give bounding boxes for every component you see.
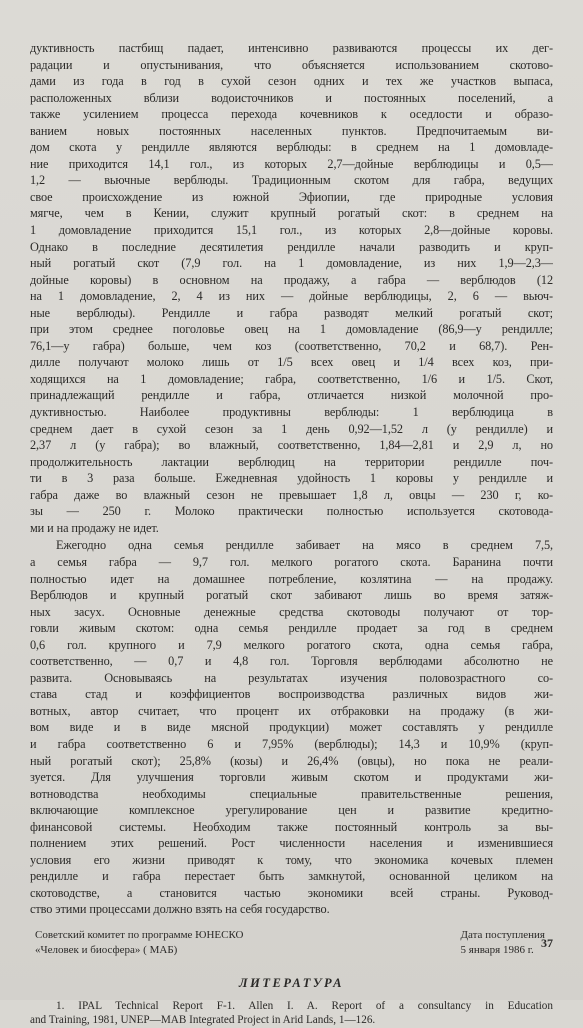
text-line: и габра соответственно 6 и 7,95% (верблюды); 14,3 и 10,9% (круп- [30, 736, 553, 751]
text-line: на 1 домовладение, 2, 4 из них — дойные верблюдицы, 2, 6 — вьюч- [30, 289, 553, 304]
text-line: полностью идет на домашнее потребление, козлятина — на продажу. [30, 571, 553, 586]
text-line: дилле получают молоко лишь от 1/5 всех овец и 1/4 всех коз, при- [30, 355, 553, 370]
text-line: условия его жизни приводят к тому, что экономика кочевых племен [30, 852, 553, 867]
text-line: рендилле и габра перестает быть замкнутой, основанной целиком на [30, 869, 553, 884]
text-line: при этом среднее поголовье овец на 1 домовладение (86,9—у рендилле; [30, 322, 553, 337]
text-line: Верблюдов и крупный рогатый скот забивают лишь во время затяж- [30, 588, 553, 603]
text-line: свое происхождение из южной Эфиопии, где природные условия [30, 189, 553, 204]
affiliation-line-2: «Человек и биосфера» ( МАБ) [35, 943, 178, 956]
text-line: полнением этих решений. Рост численности населения и изменившиеся [30, 836, 553, 851]
text-line: Однако в последние десятилетия рендилле начали разводить и круп- [30, 239, 553, 254]
text-line: ство этими процессами должно взять на себя государство. [30, 902, 330, 917]
text-line: дуктивность пастбищ падает, интенсивно развиваются процессы их дег- [30, 41, 553, 55]
text-line: мягче, чем в Кении, служит крупный рогатый скот: в среднем на [30, 206, 553, 221]
page-number: 37 [541, 936, 553, 950]
text-line: ный рогатый скот (7,9 гол. на 1 домовладение, из них 1,9—2,3— [30, 256, 553, 271]
text-line: финансовой системы. Необходим также постоянный контроль за вы- [30, 819, 553, 834]
article-signature [30, 928, 553, 962]
text-line: ми и на продажу не идет. [30, 520, 159, 535]
text-line: также усилением процесса перехода кочевников к оседлости и образо- [30, 107, 553, 122]
text-line: дойные коровы) в основном на продажу, а габра — верблюдов (12 [30, 272, 553, 287]
text-line: принадлежащий рендилле и габра, отличается низкой молочной про- [30, 388, 553, 403]
text-line: развита. Основываясь на результатах изучения половозрастного со- [30, 670, 553, 685]
text-line: скотоводстве, а становится частью экономики всей страны. Руковод- [30, 885, 553, 900]
text-line: соответственно, — 0,7 и 4,8 гол. Торговля верблюдами абсолютно не [30, 654, 553, 669]
text-line: говли живым скотом: одна семья рендилле продает за год в среднем [30, 621, 553, 636]
text-line: вом виде и в виде мясной продукции) может составлять у рендилле [30, 720, 553, 735]
text-line: ные верблюды). Рендилле и габра разводят мелкий рогатый скот; [30, 305, 553, 320]
text-line: 1 домовладение приходится 15,1 гол., из которых 2,8—дойные коровы. [30, 223, 553, 238]
text-line: зы — 250 г. Молоко практически полностью используется скотовода- [30, 504, 553, 519]
text-line: and Training, 1981, UNEP—MAB Integrated Project in Arid Lands, 1—126. [30, 1014, 376, 1027]
text-line: дуктивностью. Наиболее продуктивны верблюды: 1 верблюдица в [30, 405, 553, 420]
text-line: дом скота у рендилле являются верблюды: в среднем на 1 домовладе- [30, 140, 553, 155]
text-line: дами из года в год в сухой сезон одних и тех же участков выпаса, [30, 74, 553, 89]
text-line: ние приходится 14,1 гол., из которых 2,7—дойные верблюдицы и 0,5— [30, 156, 553, 171]
text-line: 76,1—у габра) больше, чем коз (соответственно, 70,2 и 68,7). Рен- [30, 338, 553, 353]
text-line: ходящихся на 1 домовладение; габра, соответственно, 1/6 и 1/5. Скот, [30, 371, 553, 386]
text-line: зуется. Для улучшения торговли живым скотом и продуктами жи- [30, 770, 553, 785]
text-line: 1,2 — вьючные верблюды. Традиционным скотом для габра, ведущих [30, 173, 553, 188]
body-paragraph-2 [30, 537, 553, 918]
text-line: ных засух. Основные денежные средства скотоводы получают от тор- [30, 604, 553, 619]
text-line: вотных, автор считает, что процент их отбраковки на продажу (в жи- [30, 703, 553, 718]
received-date-block [461, 928, 545, 958]
text-line: включающие комплексное урегулирование цен и развитие кредитно- [30, 803, 553, 818]
text-line: 0,6 гол. крупного и 7,9 мелкого рогатого скота, одна семья габра, [30, 637, 553, 652]
text-line: 1. IPAL Technical Report F-1. Allen I. A. Report of a consultancy in Education [56, 999, 553, 1012]
received-date-label: Дата поступления [460, 928, 545, 941]
reference-entry [30, 999, 553, 1028]
text-line: вотноводства необходимы специальные правительственные решения, [30, 786, 553, 801]
text-line: расположенных вблизи водоисточников и постоянных поселений, а [30, 90, 553, 105]
text-line: радации и опустынивания, что объясняется использованием скотово- [30, 57, 553, 72]
text-line: а семья габра — 9,7 гол. мелкого рогатого скота. Баранина почти [30, 554, 553, 569]
text-line: Ежегодно одна семья рендилле забивает на мясо в среднем 7,5, [56, 538, 553, 553]
affiliation-line-1: Советский комитет по программе ЮНЕСКО [35, 928, 244, 941]
received-date-value: 5 января 1986 г. [460, 943, 534, 956]
literature-heading: ЛИТЕРАТУРА [239, 975, 344, 990]
text-line: ти в 3 раза больше. Ежедневная удойность 1 коровы у рендилле и [30, 471, 553, 486]
text-line: ный рогатый скот); 25,8% (козы) и 26,4% (овцы), но пока не реали- [30, 753, 553, 768]
text-line: габра даже во влажный сезон не превышает 1,8 л, овцы — 230 г, ко- [30, 487, 553, 502]
text-line: ванием новых постоянных населенных пунктов. Предпочитаемым ви- [30, 123, 553, 138]
text-line: става стад и коэффициентов воспроизводства различных видов жи- [30, 687, 553, 702]
text-line: 2,37 л (у габра); во влажный, соответственно, 1,84—2,81 и 2,9 л, но [30, 438, 553, 453]
text-line: продолжительность лактации верблюдиц на территории рендилле поч- [30, 454, 553, 469]
text-line: среднем дает в сухой сезон за 1 день 0,92—1,52 л (у рендилле) и [30, 421, 553, 436]
body-paragraph-1 [30, 40, 553, 536]
affiliation-block [35, 928, 244, 958]
